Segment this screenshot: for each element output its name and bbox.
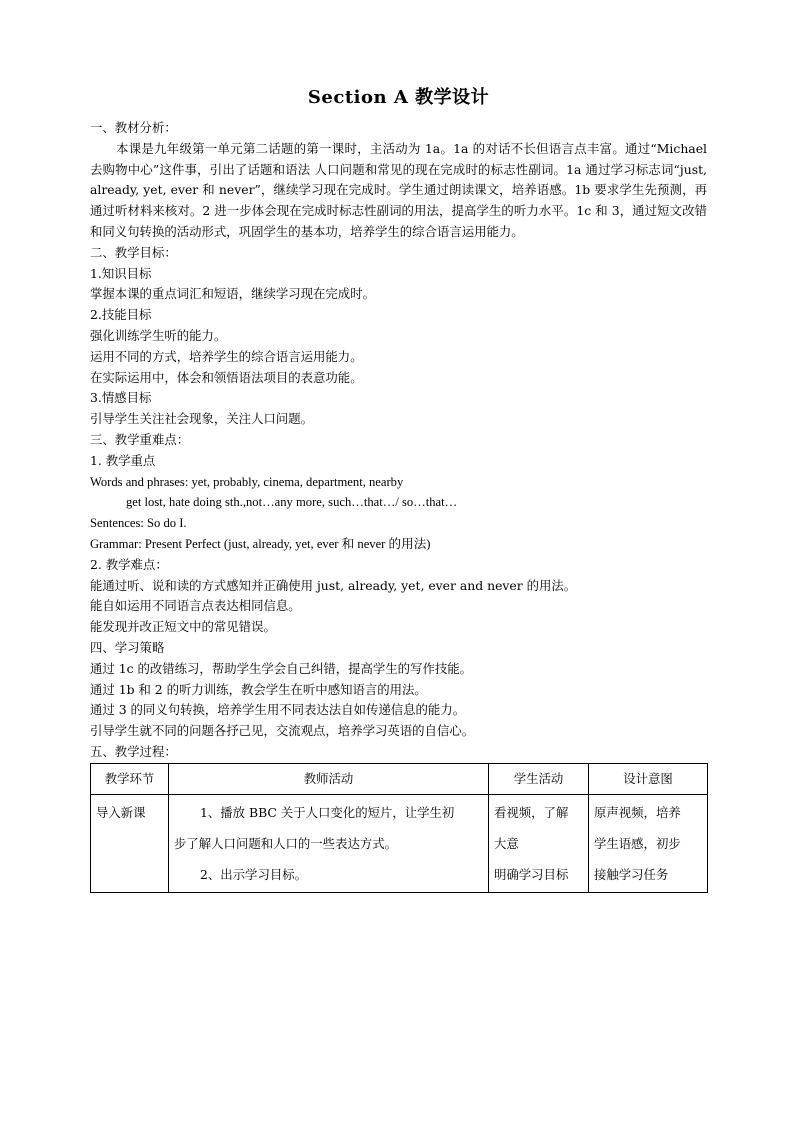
design-intent-line: 接触学习任务 [594,866,669,882]
analysis-paragraph: 本课是九年级第一单元第二话题的第一课时，主活动为 1a。1a 的对话不长但语言点丰富。通过“Michael 去购物中心”这件事，引出了话题和语法 人口问题和常见的现在完成时的标志性副词。1a 通过学习标志词“just, already, yet, ever 和 never”，继续学习现在完成时。学生通过朗读课文，培养语感。1b 要求学生先预测，再通过听材料来核对。2 进一步体会现在完成时标志性副词的用法，提高学生的听力水平。1c 和 3，通过短文改错和同义句转换的活动形式，巩固学生的基本功，培养学生的综合语言运用能力。 [90,140,707,239]
difficult-point-line: 能通过听、说和读的方式感知并正确使用 just, already, yet, ever and never 的用法。 [90,577,577,593]
strategy-line: 通过 3 的同义句转换，培养学生用不同表达法自如传递信息的能力。 [90,702,466,718]
document-title: Section A 教学设计 [307,87,490,108]
difficult-point-line: 能发现并改正短文中的常见错误。 [90,619,276,635]
emotion-objective-text: 引导学生关注社会现象，关注人口问题。 [90,411,314,427]
cell-stage [91,794,169,892]
grammar-line: Grammar: Present Perfect (just, already, yet, ever 和 never 的用法) [90,536,431,551]
section-heading-analysis: 一、教材分析： [90,120,177,135]
table-header-row [91,763,708,794]
student-activity-line: 大意 [494,835,519,851]
header-student-activity: 学生活动 [489,763,589,794]
student-activity-line: 看视频，了解 [494,804,569,820]
cell-design-intent [589,794,708,892]
words-phrases-line: Words and phrases: yet, probably, cinema, department, nearby [90,474,404,489]
section-heading-objectives: 二、教学目标： [90,244,177,260]
table-row [91,794,708,892]
section-heading-strategies: 四、学习策略 [90,639,165,655]
sentences-line: Sentences: So do I. [90,516,187,531]
student-activity-line: 明确学习目标 [494,866,569,882]
strategy-line: 通过 1b 和 2 的听力训练，教会学生在听中感知语言的用法。 [90,681,427,697]
difficult-points-title: 2. 教学难点： [90,556,168,572]
design-intent-line: 学生语感，初步 [594,835,681,851]
document-page [90,85,707,893]
teacher-activity-line: 步了解人口问题和人口的一些表达方式。 [174,835,398,851]
stage-text: 导入新课 [96,804,146,820]
design-intent-line: 原声视频，培养 [594,804,681,820]
cell-teacher-activity [169,794,489,892]
emotion-objective-title: 3.情感目标 [90,390,152,406]
strategy-line: 引导学生就不同的问题各抒己见，交流观点，培养学习英语的自信心。 [90,723,475,739]
knowledge-objective-title: 1.知识目标 [90,265,152,281]
teacher-activity-line: 1、播放 BBC 关于人口变化的短片，让学生初 [200,804,455,820]
knowledge-objective-text: 掌握本课的重点词汇和短语，继续学习现在完成时。 [90,286,375,302]
header-teacher-activity: 教师活动 [169,763,489,794]
skill-objective-title: 2.技能目标 [90,307,152,323]
cell-student-activity [489,794,589,892]
skill-objective-line: 运用不同的方式，培养学生的综合语言运用能力。 [90,348,363,364]
section-heading-process: 五、教学过程： [90,743,177,759]
skill-objective-line: 在实际运用中，体会和领悟语法项目的表意功能。 [90,369,363,385]
strategy-line: 通过 1c 的改错练习，帮助学生学会自己纠错，提高学生的写作技能。 [90,660,473,676]
difficult-point-line: 能自如运用不同语言点表达相同信息。 [90,598,301,614]
header-design-intent: 设计意图 [589,763,708,794]
section-heading-key-points: 三、教学重难点： [90,431,190,447]
header-stage: 教学环节 [91,763,169,794]
skill-objective-line: 强化训练学生听的能力。 [90,327,227,343]
teaching-process-table [90,763,708,893]
teacher-activity-line: 2、出示学习目标。 [200,866,308,882]
key-points-title: 1. 教学重点 [90,452,156,468]
phrases-continuation-line: get lost, hate doing sth.,not…any more, such…that…/ so…that… [126,495,458,510]
